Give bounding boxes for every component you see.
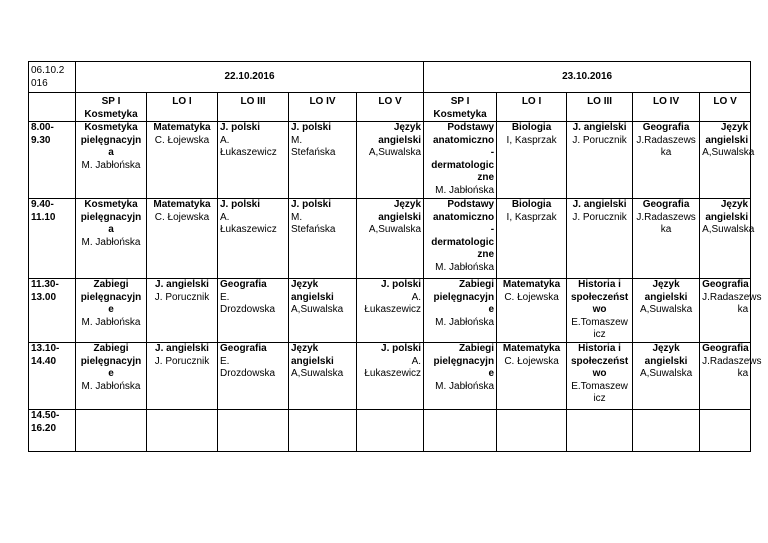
- lesson-cell: [218, 410, 289, 452]
- teacher: M. Jabłońska: [81, 159, 141, 171]
- subject: Geografia: [220, 279, 267, 290]
- class-header-row: [29, 93, 751, 122]
- subject: J. angielski: [572, 122, 627, 133]
- subject: Zabiegi pielęgnacyjn e: [433, 279, 495, 315]
- subject: Zabiegi pielęgnacyjn e: [80, 343, 142, 379]
- subject: J. polski: [220, 122, 261, 133]
- teacher: E. Drozdowska: [220, 291, 276, 315]
- class-name: LO I: [172, 96, 192, 107]
- lesson-cell: [633, 199, 700, 279]
- lesson-row: [29, 199, 751, 279]
- teacher: J. Porucznik: [572, 134, 627, 146]
- subject: Kosmetyka pielęgnacyjn a: [80, 199, 142, 235]
- teacher: A,Suwalska: [639, 304, 693, 315]
- lesson-cell: [218, 199, 289, 279]
- lesson-cell: [700, 410, 751, 452]
- class-header-6: [497, 93, 567, 122]
- lesson-cell: [497, 122, 567, 199]
- lesson-row: [29, 122, 751, 199]
- lesson-cell: [497, 199, 567, 279]
- subject: Podstawy anatomiczno - dermatologic zne: [431, 199, 495, 260]
- class-header-9: [700, 93, 751, 122]
- teacher: I, Kasprzak: [506, 211, 557, 223]
- class-header-5: [424, 93, 497, 122]
- subject: Geografia: [220, 343, 267, 354]
- lesson-cell: [700, 122, 755, 199]
- subject: J. polski: [291, 122, 332, 133]
- lesson-cell: [76, 122, 147, 199]
- lesson-cell: [147, 279, 218, 343]
- subject: Matematyka: [153, 122, 211, 133]
- teacher: A,Suwalska: [702, 224, 755, 235]
- teacher: I, Kasprzak: [506, 134, 557, 146]
- time-slot: 11.30- 13.00: [29, 279, 76, 343]
- lesson-cell: [147, 343, 218, 410]
- teacher: C. Łojewska: [154, 134, 210, 146]
- teacher: M. Jabłońska: [435, 184, 495, 196]
- teacher: J. Porucznik: [154, 355, 210, 367]
- class-name: SP I: [450, 96, 470, 107]
- teacher: A,Suwalska: [368, 224, 422, 235]
- subject: Biologia: [511, 122, 552, 133]
- teacher: C. Łojewska: [504, 291, 559, 303]
- subject: Język angielski: [291, 343, 334, 367]
- lesson-cell: [357, 122, 424, 199]
- teacher: J.Radaszews ka: [702, 291, 762, 315]
- class-profile: Kosmetyka: [84, 108, 138, 120]
- schedule-body: [29, 62, 762, 452]
- lesson-row: [29, 343, 751, 410]
- class-name: SP I: [101, 96, 121, 107]
- teacher: A,Suwalska: [639, 368, 693, 379]
- lesson-cell: [633, 279, 700, 343]
- subject: Język angielski: [378, 199, 422, 223]
- lesson-cell: [424, 410, 497, 452]
- subject: Język angielski: [644, 279, 688, 303]
- teacher: J. Porucznik: [154, 291, 210, 303]
- subject: J. angielski: [155, 279, 209, 290]
- class-header-0: [76, 93, 147, 122]
- lesson-cell: [700, 343, 762, 410]
- class-header-2: [218, 93, 289, 122]
- subject: J. angielski: [155, 343, 209, 354]
- lesson-cell: [497, 410, 567, 452]
- lesson-cell: [147, 199, 218, 279]
- teacher: A. Łukaszewicz: [220, 211, 277, 235]
- teacher: A,Suwalska: [291, 368, 344, 379]
- lesson-cell: [147, 122, 218, 199]
- lesson-cell: [218, 279, 289, 343]
- lesson-cell: [289, 410, 357, 452]
- teacher: C. Łojewska: [504, 355, 559, 367]
- subject: Język angielski: [705, 199, 749, 223]
- teacher: M. Jabłońska: [435, 316, 495, 328]
- lesson-cell: [76, 199, 147, 279]
- subject: Zabiegi pielęgnacyjn e: [80, 279, 142, 315]
- date-heading-day-1: 22.10.2016: [76, 62, 424, 93]
- date-heading-day-2: 23.10.2016: [424, 62, 751, 93]
- time-slot: 14.50- 16.20: [29, 410, 76, 452]
- subject: Geografia: [702, 279, 749, 290]
- teacher: E. Drozdowska: [220, 355, 276, 379]
- class-profile: Kosmetyka: [433, 108, 487, 120]
- lesson-cell: [497, 279, 567, 343]
- subject: Język angielski: [378, 122, 422, 146]
- lesson-cell: [424, 279, 497, 343]
- teacher: J.Radaszews ka: [636, 134, 696, 158]
- teacher: M. Stefańska: [291, 134, 336, 158]
- lesson-cell: [424, 343, 497, 410]
- subject: Geografia: [642, 199, 690, 210]
- lesson-cell: [567, 410, 633, 452]
- lesson-cell: [289, 122, 357, 199]
- time-slot: 8.00- 9.30: [29, 122, 76, 199]
- lesson-row: [29, 410, 751, 452]
- teacher: E.Tomaszew icz: [571, 380, 628, 404]
- lesson-cell: [357, 410, 424, 452]
- lesson-cell: [567, 343, 633, 410]
- header-corner-cell: [29, 93, 76, 122]
- lesson-cell: [289, 199, 357, 279]
- lesson-cell: [424, 199, 497, 279]
- subject: J. polski: [291, 199, 332, 210]
- teacher: M. Jabłońska: [435, 261, 495, 273]
- subject: Biologia: [511, 199, 552, 210]
- lesson-cell: [633, 122, 700, 199]
- subject: Historia i społeczeńst wo: [570, 343, 629, 379]
- subject: Matematyka: [153, 199, 211, 210]
- class-header-1: [147, 93, 218, 122]
- class-name: LO III: [240, 96, 266, 107]
- lesson-cell: [76, 279, 147, 343]
- teacher: E.Tomaszew icz: [571, 316, 628, 340]
- lesson-cell: [357, 343, 424, 410]
- class-header-8: [633, 93, 700, 122]
- class-name: LO V: [713, 96, 737, 107]
- teacher: A,Suwalska: [291, 304, 344, 315]
- lesson-cell: [424, 122, 497, 199]
- subject: J. polski: [381, 279, 422, 290]
- lesson-cell: [289, 343, 357, 410]
- lesson-cell: [357, 199, 424, 279]
- lesson-cell: [700, 199, 755, 279]
- teacher: J. Porucznik: [572, 211, 627, 223]
- class-header-7: [567, 93, 633, 122]
- lesson-cell: [567, 122, 633, 199]
- lesson-cell: [357, 279, 424, 343]
- subject: Matematyka: [502, 343, 561, 354]
- class-header-3: [289, 93, 357, 122]
- lesson-row: [29, 279, 751, 343]
- teacher: J.Radaszews ka: [702, 355, 762, 379]
- class-name: LO I: [521, 96, 542, 107]
- teacher: M. Jabłońska: [81, 316, 141, 328]
- subject: Język angielski: [705, 122, 749, 146]
- lesson-cell: [633, 343, 700, 410]
- teacher: J.Radaszews ka: [636, 211, 696, 235]
- lesson-cell: [289, 279, 357, 343]
- subject: Matematyka: [502, 279, 561, 290]
- teacher: A. Łukaszewicz: [364, 291, 422, 315]
- lesson-cell: [497, 343, 567, 410]
- lesson-cell: [567, 279, 633, 343]
- class-name: LO IV: [653, 96, 680, 107]
- teacher: A,Suwalska: [368, 147, 422, 158]
- lesson-cell: [76, 343, 147, 410]
- schedule-table: [28, 61, 762, 452]
- subject: Historia i społeczeńst wo: [570, 279, 629, 315]
- time-slot: 9.40- 11.10: [29, 199, 76, 279]
- class-name: LO V: [378, 96, 402, 107]
- class-header-4: [357, 93, 424, 122]
- lesson-cell: [567, 199, 633, 279]
- teacher: M. Stefańska: [291, 211, 336, 235]
- teacher: M. Jabłońska: [81, 236, 141, 248]
- teacher: M. Jabłońska: [435, 380, 495, 392]
- lesson-cell: [218, 343, 289, 410]
- subject: Zabiegi pielęgnacyjn e: [433, 343, 495, 379]
- subject: Kosmetyka pielęgnacyjn a: [80, 122, 142, 158]
- subject: J. polski: [220, 199, 261, 210]
- corner-date: 06.10.2 016: [29, 62, 76, 93]
- class-name: LO IV: [309, 96, 336, 107]
- subject: J. angielski: [572, 199, 627, 210]
- lesson-cell: [700, 279, 762, 343]
- lesson-cell: [76, 410, 147, 452]
- class-name: LO III: [587, 96, 613, 107]
- lesson-cell: [147, 410, 218, 452]
- teacher: A. Łukaszewicz: [364, 355, 422, 379]
- date-row: [29, 62, 751, 93]
- subject: Podstawy anatomiczno - dermatologic zne: [431, 122, 495, 183]
- subject: Język angielski: [644, 343, 688, 367]
- time-slot: 13.10- 14.40: [29, 343, 76, 410]
- teacher: C. Łojewska: [154, 211, 210, 223]
- teacher: A. Łukaszewicz: [220, 134, 277, 158]
- subject: Geografia: [642, 122, 690, 133]
- subject: J. polski: [381, 343, 422, 354]
- subject: Geografia: [702, 343, 749, 354]
- lesson-cell: [218, 122, 289, 199]
- teacher: M. Jabłońska: [81, 380, 141, 392]
- subject: Język angielski: [291, 279, 334, 303]
- teacher: A,Suwalska: [702, 147, 755, 158]
- lesson-cell: [633, 410, 700, 452]
